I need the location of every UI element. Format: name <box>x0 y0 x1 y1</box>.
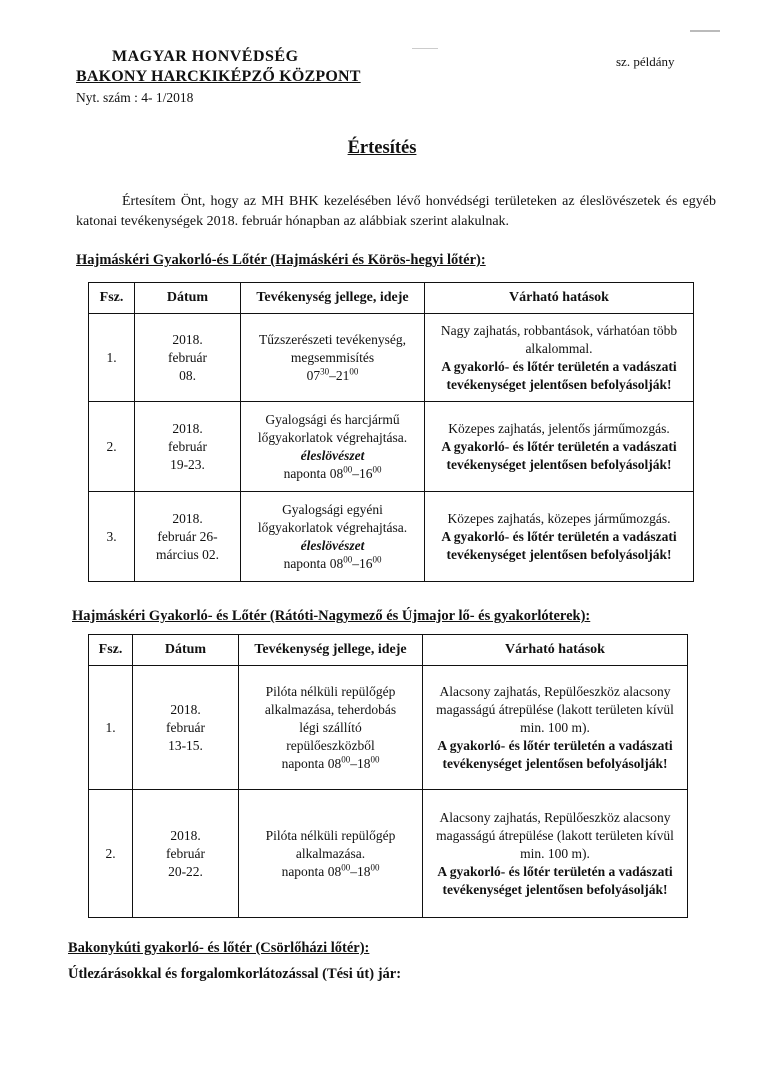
warning-text: A gyakorló- és lőtér területén a vadászati tevékenységet jelentősen befolyásolják! <box>437 863 673 897</box>
date-line: 20-22. <box>168 863 203 879</box>
time-sup: 00 <box>343 464 353 474</box>
date-line: 2018. <box>172 420 203 436</box>
time-from: 08 <box>327 755 342 771</box>
row-number: 1. <box>89 314 135 402</box>
time-to: 16 <box>358 555 373 571</box>
activity-line: Gyalogsági egyéni <box>282 501 383 517</box>
activity-time: naponta $08^{00}-18^{00}$ <box>281 754 380 771</box>
activity-line: Pilóta nélküli repülőgép <box>265 683 396 699</box>
col-header: Várható hatások <box>423 635 688 666</box>
table-row <box>89 314 694 402</box>
col-header: Dátum <box>133 635 239 666</box>
time-from: 08 <box>329 555 344 571</box>
date-line: 2018. <box>170 701 201 717</box>
table-row <box>89 402 694 492</box>
date-line: február <box>166 719 205 735</box>
effects-text: Nagy zajhatás, robbantások, várhatóan több alkalommal. <box>440 322 678 356</box>
time-sup: 00 <box>372 464 382 474</box>
row-effects <box>423 666 688 790</box>
section3-line: Útlezárásokkal és forgalomkorlátozással (Tési út) jár: <box>68 966 402 982</box>
time-prefix: naponta <box>281 755 328 771</box>
effects-text: Alacsony zajhatás, Repülőeszköz alacsony magasságú átrepülése (lakott területen kívül min. 100 m). <box>436 683 674 735</box>
time-sup: 00 <box>341 754 351 764</box>
col-header: Fsz. <box>89 635 133 666</box>
time-from: 07 <box>306 367 321 383</box>
activity-line: megsemmisítés <box>290 349 375 365</box>
row-number: 2. <box>89 402 135 492</box>
activity-line: lőgyakorlatok végrehajtása. <box>257 429 408 445</box>
activity-line: repülőeszközből <box>286 737 375 753</box>
warning-text: A gyakorló- és lőtér területén a vadászati tevékenységet jelentősen befolyásolják! <box>437 737 673 771</box>
reference-number: Nyt. szám : 4- 1/2018 <box>76 90 194 105</box>
section2-table <box>88 634 688 918</box>
time-prefix: naponta <box>283 465 330 481</box>
row-activity <box>239 790 423 918</box>
time-sup: 00 <box>349 366 359 376</box>
time-sup: 30 <box>320 366 330 376</box>
activity-line: lőgyakorlatok végrehajtása. <box>257 519 408 535</box>
activity-line: Pilóta nélküli repülőgép <box>265 827 396 843</box>
date-line: 2018. <box>172 331 203 347</box>
date-line: 19-23. <box>170 456 205 472</box>
date-line: február <box>166 845 205 861</box>
warning-text: A gyakorló- és lőtér területén a vadászati tevékenységet jelentősen befolyásolják! <box>441 358 677 392</box>
row-effects <box>425 402 694 492</box>
row-number: 2. <box>89 790 133 918</box>
section1-table <box>88 282 694 582</box>
org-name-line1: MAGYAR HONVÉDSÉG <box>112 48 299 65</box>
row-activity <box>239 666 423 790</box>
table-row <box>89 492 694 582</box>
activity-time: naponta $08^{00}-18^{00}$ <box>281 862 380 879</box>
activity-line: alkalmazása, teherdobás <box>264 701 397 717</box>
table-row <box>89 790 688 918</box>
section2-heading: Hajmáskéri Gyakorló- és Lőtér (Rátóti-Nagymező és Újmajor lő- és gyakorlóterek): <box>72 608 591 624</box>
time-sup: 00 <box>370 862 380 872</box>
effects-text: Közepes zajhatás, jelentős járműmozgás. <box>448 420 670 436</box>
row-activity <box>241 402 425 492</box>
time-prefix: naponta <box>283 555 330 571</box>
table-row <box>89 666 688 790</box>
effects-text: Közepes zajhatás, közepes járműmozgás. <box>447 510 671 526</box>
row-activity <box>241 492 425 582</box>
scan-mark <box>412 48 438 49</box>
time-from: 08 <box>327 863 342 879</box>
activity-line: alkalmazása. <box>295 845 366 861</box>
time-to: 18 <box>356 755 371 771</box>
warning-text: A gyakorló- és lőtér területén a vadászati tevékenységet jelentősen befolyásolják! <box>441 438 677 472</box>
effects-text: Alacsony zajhatás, Repülőeszköz alacsony magasságú átrepülése (lakott területen kívül min. 100 m). <box>436 809 674 861</box>
table-header-row <box>89 635 688 666</box>
date-line: 2018. <box>172 510 203 526</box>
row-effects <box>425 492 694 582</box>
time-to: 21 <box>335 367 350 383</box>
row-number: 1. <box>89 666 133 790</box>
col-header: Fsz. <box>89 283 135 314</box>
date-line: 13-15. <box>168 737 203 753</box>
time-sup: 00 <box>341 862 351 872</box>
activity-line: Tűzszerészeti tevékenység, <box>259 331 406 347</box>
row-date <box>133 666 239 790</box>
copy-label: sz. példány <box>616 54 675 69</box>
date-line: március 02. <box>156 546 219 562</box>
scan-mark <box>690 30 720 32</box>
row-effects <box>425 314 694 402</box>
table-header-row <box>89 283 694 314</box>
date-line: február 26- <box>157 528 218 544</box>
time-sup: 00 <box>343 554 353 564</box>
live-fire-label: éleslövészet <box>300 537 365 553</box>
row-date <box>135 314 241 402</box>
document-title: Értesítés <box>347 138 417 158</box>
activity-time: naponta $08^{00}-16^{00}$ <box>283 464 382 481</box>
time-prefix: naponta <box>281 863 328 879</box>
row-effects <box>423 790 688 918</box>
time-sup: 00 <box>370 754 380 764</box>
row-activity <box>241 314 425 402</box>
row-date <box>135 402 241 492</box>
intro-paragraph <box>76 192 716 232</box>
col-header: Tevékenység jellege, ideje <box>239 635 423 666</box>
row-date <box>133 790 239 918</box>
row-date <box>135 492 241 582</box>
time-to: 18 <box>356 863 371 879</box>
col-header: Dátum <box>135 283 241 314</box>
section1-heading: Hajmáskéri Gyakorló-és Lőtér (Hajmáskéri és Körös-hegyi lőtér): <box>76 252 486 268</box>
col-header: Tevékenység jellege, ideje <box>241 283 425 314</box>
org-name-line2: BAKONY HARCKIKÉPZŐ KÖZPONT <box>76 68 361 85</box>
section3-heading: Bakonykúti gyakorló- és lőtér (Csörlőházi lőtér): <box>68 940 370 956</box>
warning-text: A gyakorló- és lőtér területén a vadászati tevékenységet jelentősen befolyásolják! <box>441 528 677 562</box>
activity-time: naponta $08^{00}-16^{00}$ <box>283 554 382 571</box>
date-line: 08. <box>179 367 196 383</box>
date-line: 2018. <box>170 827 201 843</box>
time-from: 08 <box>329 465 344 481</box>
activity-line: légi szállító <box>299 719 362 735</box>
live-fire-label: éleslövészet <box>300 447 365 463</box>
col-header: Várható hatások <box>425 283 694 314</box>
intro-text: Értesítem Önt, hogy az MH BHK kezelésében lévő honvédségi területeken az éleslövészetek és egyéb katonai tevékenységek 2018. február hónapban az alábbiak szerint alakulnak. <box>76 194 716 229</box>
activity-time: $07^{30}-21^{00}$ <box>306 366 359 383</box>
time-to: 16 <box>358 465 373 481</box>
date-line: február <box>168 349 207 365</box>
row-number: 3. <box>89 492 135 582</box>
date-line: február <box>168 438 207 454</box>
activity-line: Gyalogsági és harcjármű <box>265 411 400 427</box>
time-sup: 00 <box>372 554 382 564</box>
